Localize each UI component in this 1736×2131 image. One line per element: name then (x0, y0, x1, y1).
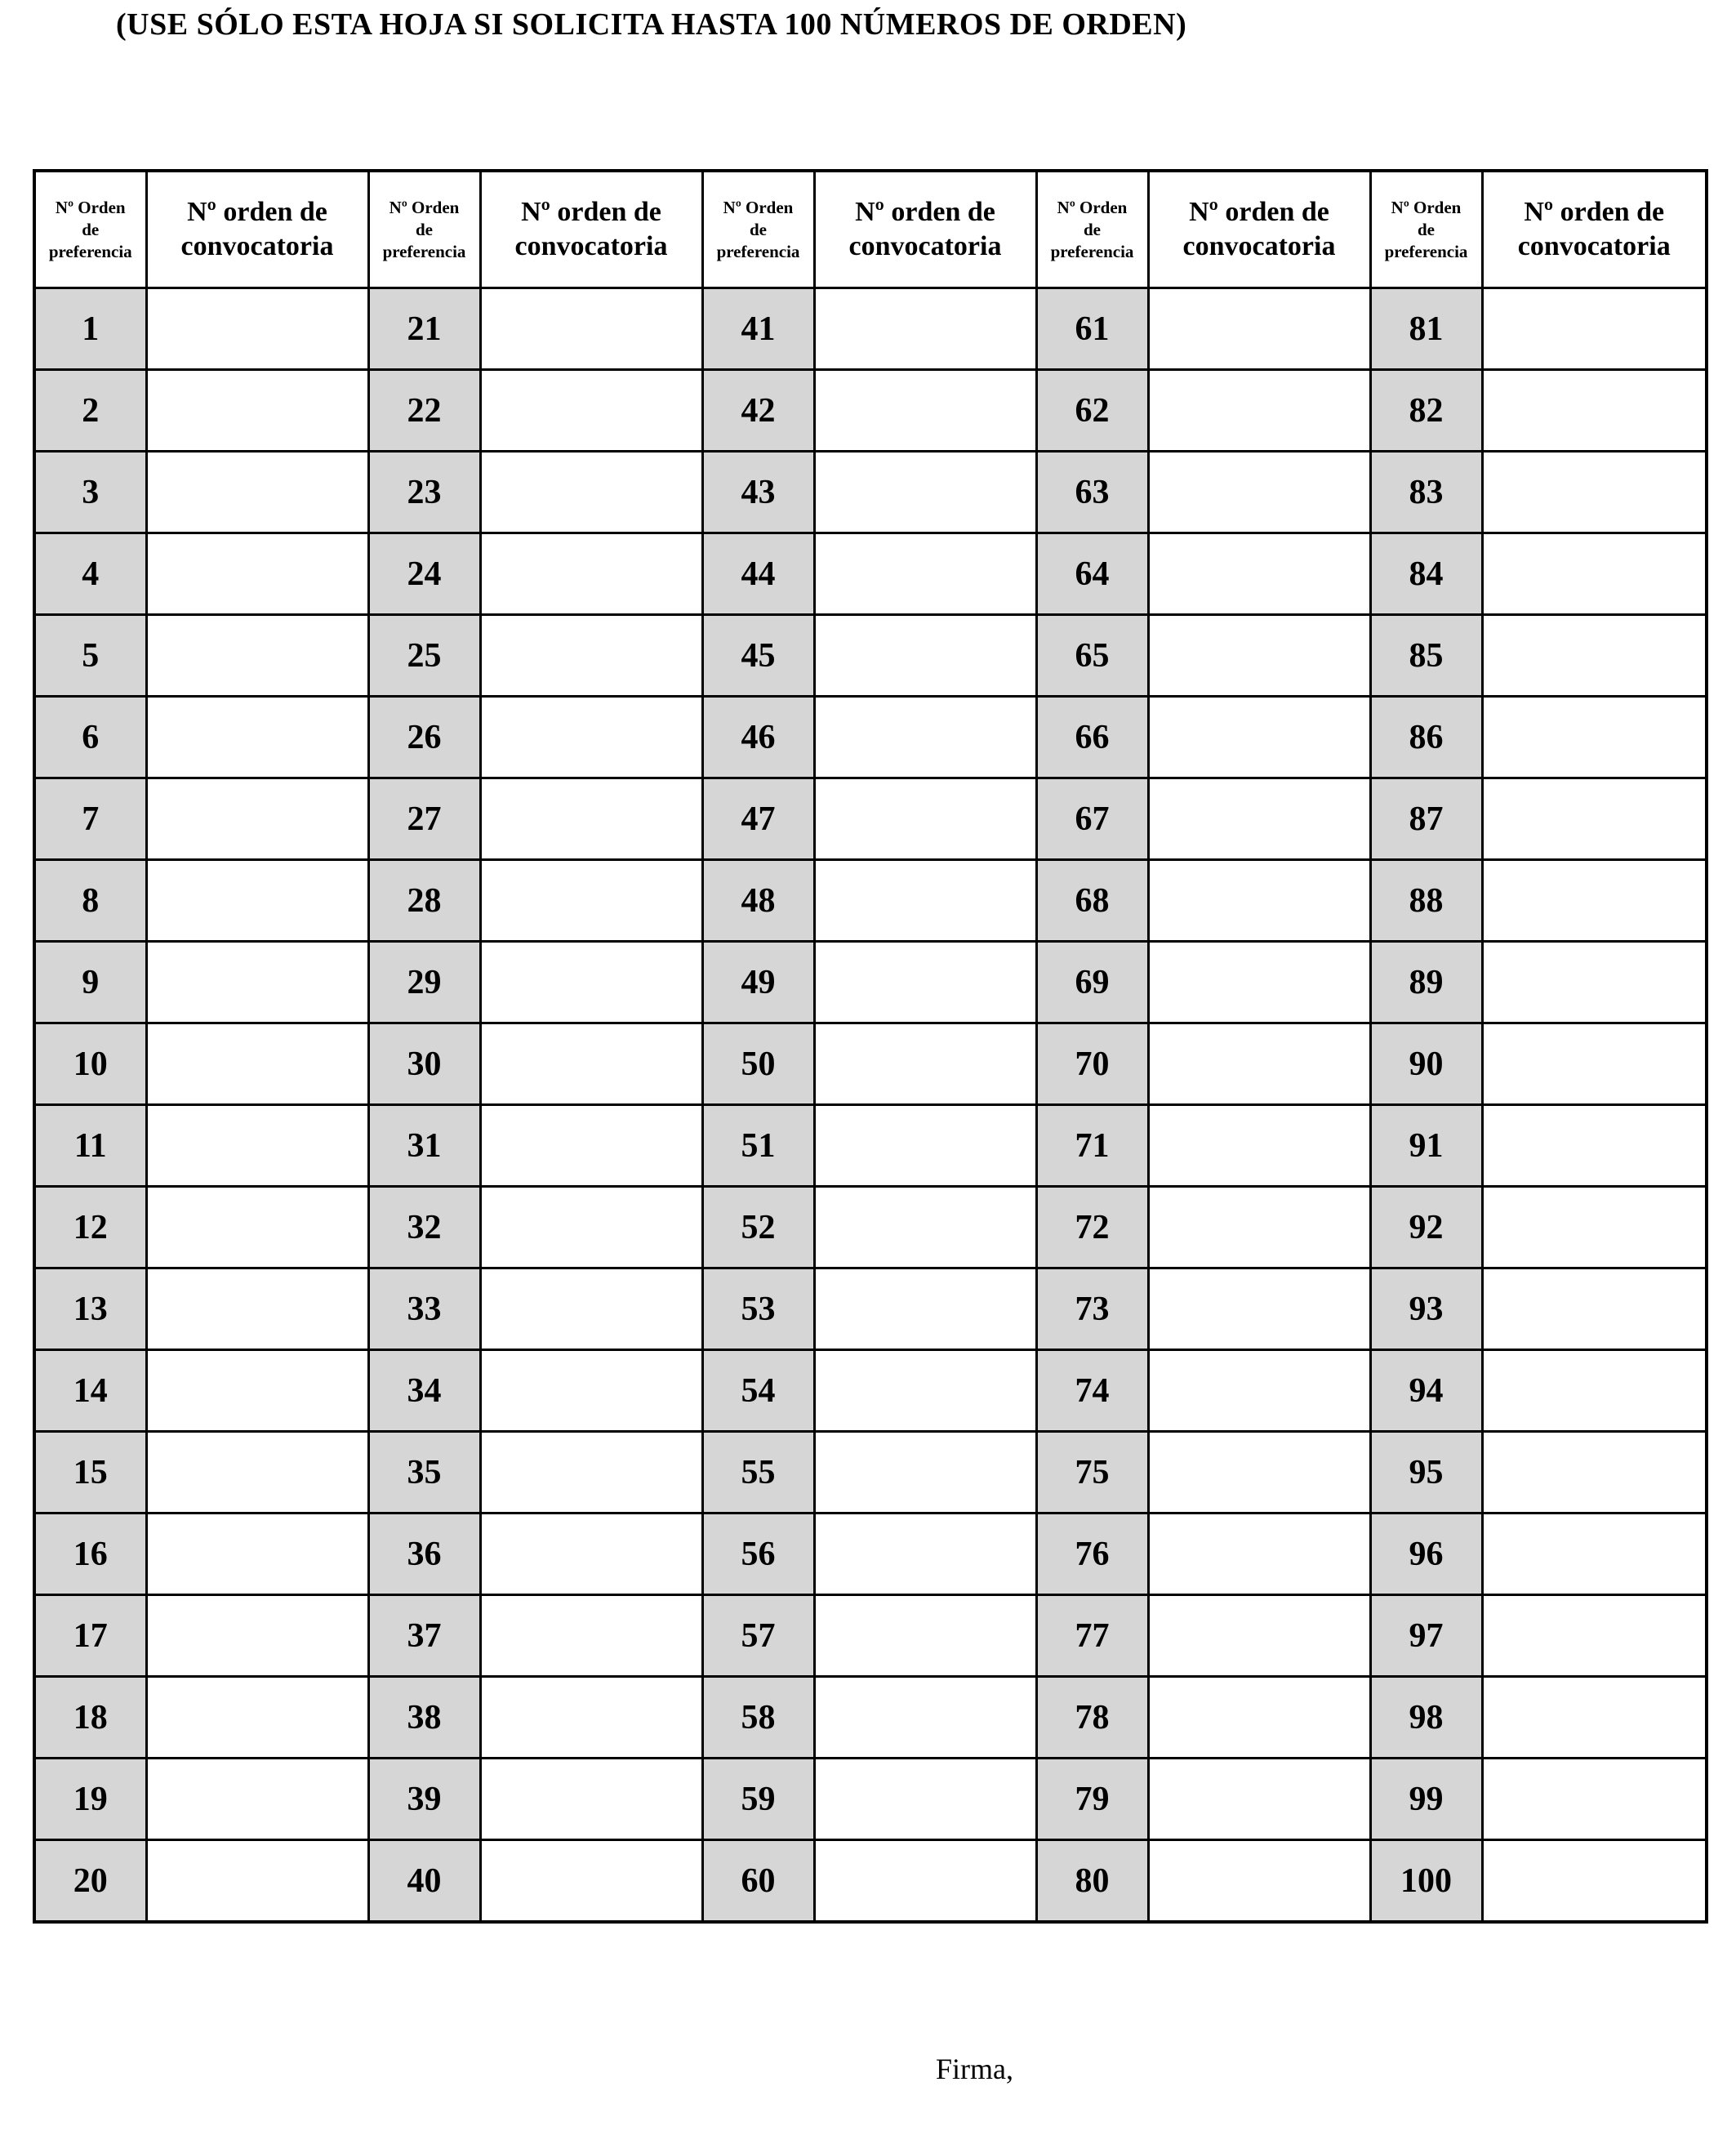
table-row (34, 1187, 1707, 1268)
preference-number-cell: 45 (702, 615, 814, 697)
preference-number-cell: 53 (702, 1268, 814, 1350)
convocatoria-entry-cell[interactable] (814, 1023, 1036, 1105)
convocatoria-entry-cell[interactable] (814, 942, 1036, 1023)
convocatoria-entry-cell[interactable] (146, 1514, 368, 1595)
preference-number-cell: 81 (1370, 288, 1482, 370)
preference-number-cell: 77 (1036, 1595, 1148, 1677)
preference-number-cell: 93 (1370, 1268, 1482, 1350)
preference-number-cell: 58 (702, 1677, 814, 1759)
preference-number-cell: 83 (1370, 452, 1482, 533)
preference-number-cell: 74 (1036, 1350, 1148, 1432)
preference-number-cell: 41 (702, 288, 814, 370)
preference-number-cell: 38 (368, 1677, 480, 1759)
preference-number-cell: 51 (702, 1105, 814, 1187)
preference-number-cell: 100 (1370, 1840, 1482, 1923)
table-row (34, 942, 1707, 1023)
preference-number-cell: 82 (1370, 370, 1482, 452)
convocatoria-entry-cell[interactable] (146, 615, 368, 697)
preference-number-cell: 76 (1036, 1514, 1148, 1595)
convocatoria-entry-cell[interactable] (1482, 1677, 1707, 1759)
convocatoria-entry-cell[interactable] (1482, 370, 1707, 452)
convocatoria-entry-cell[interactable] (1482, 288, 1707, 370)
preference-number-cell: 88 (1370, 860, 1482, 942)
table-row (34, 778, 1707, 860)
convocatoria-entry-cell[interactable] (480, 860, 702, 942)
convocatoria-entry-cell[interactable] (1148, 942, 1370, 1023)
preference-number-cell: 42 (702, 370, 814, 452)
convocatoria-entry-cell[interactable] (814, 1187, 1036, 1268)
table-row (34, 860, 1707, 942)
preference-number-cell: 66 (1036, 697, 1148, 778)
convocatoria-entry-cell[interactable] (814, 1105, 1036, 1187)
page-title: (USE SÓLO ESTA HOJA SI SOLICITA HASTA 100 NÚMEROS DE ORDEN) (116, 7, 1187, 42)
preference-number-cell: 69 (1036, 942, 1148, 1023)
table-row (34, 615, 1707, 697)
column-header-convocatoria-order: Nº orden de convocatoria (1148, 171, 1370, 288)
preference-number-cell: 54 (702, 1350, 814, 1432)
convocatoria-entry-cell[interactable] (146, 1187, 368, 1268)
column-header-preference-order: Nº Orden de preferencia (34, 171, 146, 288)
preference-number-cell: 31 (368, 1105, 480, 1187)
column-header-preference-order: Nº Orden de preferencia (702, 171, 814, 288)
convocatoria-entry-cell[interactable] (1482, 1595, 1707, 1677)
convocatoria-entry-cell[interactable] (1148, 1105, 1370, 1187)
convocatoria-entry-cell[interactable] (814, 860, 1036, 942)
table-row (34, 697, 1707, 778)
convocatoria-entry-cell[interactable] (1148, 1677, 1370, 1759)
convocatoria-entry-cell[interactable] (146, 1350, 368, 1432)
preference-number-cell: 60 (702, 1840, 814, 1923)
table-row (34, 1514, 1707, 1595)
convocatoria-entry-cell[interactable] (146, 1840, 368, 1923)
preference-number-cell: 79 (1036, 1759, 1148, 1840)
convocatoria-entry-cell[interactable] (1482, 1268, 1707, 1350)
preference-number-cell: 21 (368, 288, 480, 370)
convocatoria-entry-cell[interactable] (1148, 778, 1370, 860)
preference-number-cell: 50 (702, 1023, 814, 1105)
convocatoria-entry-cell[interactable] (146, 1268, 368, 1350)
convocatoria-entry-cell[interactable] (1482, 1432, 1707, 1514)
preference-number-cell: 85 (1370, 615, 1482, 697)
convocatoria-entry-cell[interactable] (1482, 615, 1707, 697)
convocatoria-entry-cell[interactable] (814, 1595, 1036, 1677)
preference-number-cell: 13 (34, 1268, 146, 1350)
convocatoria-entry-cell[interactable] (1482, 452, 1707, 533)
table-body (34, 288, 1707, 1923)
preference-number-cell: 52 (702, 1187, 814, 1268)
convocatoria-entry-cell[interactable] (1148, 1187, 1370, 1268)
table-row (34, 1350, 1707, 1432)
table-row (34, 1432, 1707, 1514)
convocatoria-entry-cell[interactable] (1148, 533, 1370, 615)
convocatoria-entry-cell[interactable] (814, 1514, 1036, 1595)
preference-number-cell: 63 (1036, 452, 1148, 533)
convocatoria-entry-cell[interactable] (480, 288, 702, 370)
convocatoria-entry-cell[interactable] (1148, 1514, 1370, 1595)
preference-number-cell: 9 (34, 942, 146, 1023)
preference-number-cell: 56 (702, 1514, 814, 1595)
convocatoria-entry-cell[interactable] (1482, 1759, 1707, 1840)
preference-number-cell: 94 (1370, 1350, 1482, 1432)
preference-number-cell: 7 (34, 778, 146, 860)
table-row (34, 452, 1707, 533)
preference-number-cell: 89 (1370, 942, 1482, 1023)
convocatoria-entry-cell[interactable] (814, 1268, 1036, 1350)
preference-number-cell: 36 (368, 1514, 480, 1595)
convocatoria-entry-cell[interactable] (146, 860, 368, 942)
convocatoria-entry-cell[interactable] (480, 1514, 702, 1595)
convocatoria-entry-cell[interactable] (146, 1023, 368, 1105)
preference-number-cell: 33 (368, 1268, 480, 1350)
convocatoria-entry-cell[interactable] (814, 1350, 1036, 1432)
preference-number-cell: 8 (34, 860, 146, 942)
column-header-preference-order: Nº Orden de preferencia (368, 171, 480, 288)
column-header-convocatoria-order: Nº orden de convocatoria (814, 171, 1036, 288)
column-header-convocatoria-order: Nº orden de convocatoria (1482, 171, 1707, 288)
convocatoria-entry-cell[interactable] (1148, 1268, 1370, 1350)
preference-number-cell: 98 (1370, 1677, 1482, 1759)
convocatoria-entry-cell[interactable] (1148, 860, 1370, 942)
preference-number-cell: 15 (34, 1432, 146, 1514)
preference-number-cell: 10 (34, 1023, 146, 1105)
convocatoria-entry-cell[interactable] (1482, 860, 1707, 942)
preference-number-cell: 34 (368, 1350, 480, 1432)
table-row (34, 288, 1707, 370)
convocatoria-entry-cell[interactable] (480, 1023, 702, 1105)
preference-number-cell: 17 (34, 1595, 146, 1677)
convocatoria-entry-cell[interactable] (146, 1432, 368, 1514)
table-row (34, 1105, 1707, 1187)
preference-number-cell: 57 (702, 1595, 814, 1677)
preference-number-cell: 30 (368, 1023, 480, 1105)
preference-number-cell: 97 (1370, 1595, 1482, 1677)
preference-number-cell: 46 (702, 697, 814, 778)
convocatoria-entry-cell[interactable] (1482, 942, 1707, 1023)
preference-number-cell: 84 (1370, 533, 1482, 615)
table-row (34, 370, 1707, 452)
convocatoria-entry-cell[interactable] (480, 1759, 702, 1840)
preference-number-cell: 27 (368, 778, 480, 860)
convocatoria-entry-cell[interactable] (1482, 778, 1707, 860)
convocatoria-entry-cell[interactable] (146, 778, 368, 860)
preference-number-cell: 29 (368, 942, 480, 1023)
convocatoria-entry-cell[interactable] (480, 615, 702, 697)
column-header-convocatoria-order: Nº orden de convocatoria (146, 171, 368, 288)
convocatoria-entry-cell[interactable] (1148, 615, 1370, 697)
preference-number-cell: 61 (1036, 288, 1148, 370)
convocatoria-entry-cell[interactable] (146, 1677, 368, 1759)
preference-number-cell: 70 (1036, 1023, 1148, 1105)
convocatoria-entry-cell[interactable] (1482, 533, 1707, 615)
preference-number-cell: 92 (1370, 1187, 1482, 1268)
convocatoria-entry-cell[interactable] (480, 942, 702, 1023)
convocatoria-entry-cell[interactable] (146, 288, 368, 370)
convocatoria-entry-cell[interactable] (480, 1268, 702, 1350)
preference-number-cell: 22 (368, 370, 480, 452)
convocatoria-entry-cell[interactable] (480, 1105, 702, 1187)
convocatoria-entry-cell[interactable] (480, 1677, 702, 1759)
convocatoria-entry-cell[interactable] (480, 1840, 702, 1923)
convocatoria-entry-cell[interactable] (1482, 1187, 1707, 1268)
convocatoria-entry-cell[interactable] (146, 1105, 368, 1187)
preference-number-cell: 68 (1036, 860, 1148, 942)
preference-number-cell: 4 (34, 533, 146, 615)
preference-number-cell: 91 (1370, 1105, 1482, 1187)
convocatoria-entry-cell[interactable] (480, 1187, 702, 1268)
preference-number-cell: 1 (34, 288, 146, 370)
convocatoria-entry-cell[interactable] (814, 533, 1036, 615)
convocatoria-entry-cell[interactable] (1148, 370, 1370, 452)
convocatoria-entry-cell[interactable] (1148, 697, 1370, 778)
preference-number-cell: 47 (702, 778, 814, 860)
convocatoria-entry-cell[interactable] (814, 1840, 1036, 1923)
preference-number-cell: 12 (34, 1187, 146, 1268)
preference-number-cell: 64 (1036, 533, 1148, 615)
preference-number-cell: 99 (1370, 1759, 1482, 1840)
preference-number-cell: 11 (34, 1105, 146, 1187)
convocatoria-entry-cell[interactable] (146, 697, 368, 778)
preference-number-cell: 78 (1036, 1677, 1148, 1759)
convocatoria-entry-cell[interactable] (1482, 1840, 1707, 1923)
preference-number-cell: 67 (1036, 778, 1148, 860)
convocatoria-entry-cell[interactable] (480, 1595, 702, 1677)
preference-number-cell: 14 (34, 1350, 146, 1432)
preference-number-cell: 86 (1370, 697, 1482, 778)
convocatoria-entry-cell[interactable] (1482, 1023, 1707, 1105)
preference-number-cell: 59 (702, 1759, 814, 1840)
convocatoria-entry-cell[interactable] (480, 452, 702, 533)
convocatoria-entry-cell[interactable] (480, 1432, 702, 1514)
convocatoria-entry-cell[interactable] (1148, 1432, 1370, 1514)
convocatoria-entry-cell[interactable] (1148, 1023, 1370, 1105)
table-header-row (34, 171, 1707, 288)
preference-number-cell: 90 (1370, 1023, 1482, 1105)
preference-number-cell: 35 (368, 1432, 480, 1514)
preference-number-cell: 6 (34, 697, 146, 778)
convocatoria-entry-cell[interactable] (480, 1350, 702, 1432)
preference-number-cell: 37 (368, 1595, 480, 1677)
convocatoria-entry-cell[interactable] (814, 1677, 1036, 1759)
preference-number-cell: 43 (702, 452, 814, 533)
convocatoria-entry-cell[interactable] (814, 1432, 1036, 1514)
preference-number-cell: 23 (368, 452, 480, 533)
convocatoria-entry-cell[interactable] (146, 1595, 368, 1677)
preference-number-cell: 39 (368, 1759, 480, 1840)
table-row (34, 1023, 1707, 1105)
preference-number-cell: 55 (702, 1432, 814, 1514)
table-row (34, 1595, 1707, 1677)
convocatoria-entry-cell[interactable] (1482, 1514, 1707, 1595)
preference-number-cell: 96 (1370, 1514, 1482, 1595)
preference-number-cell: 40 (368, 1840, 480, 1923)
preference-number-cell: 26 (368, 697, 480, 778)
convocatoria-entry-cell[interactable] (1482, 1105, 1707, 1187)
signature-label: Firma, (936, 2053, 1013, 2085)
convocatoria-entry-cell[interactable] (146, 370, 368, 452)
preference-number-cell: 25 (368, 615, 480, 697)
convocatoria-entry-cell[interactable] (1148, 452, 1370, 533)
convocatoria-entry-cell[interactable] (814, 288, 1036, 370)
preference-number-cell: 20 (34, 1840, 146, 1923)
preference-number-cell: 87 (1370, 778, 1482, 860)
convocatoria-entry-cell[interactable] (1482, 697, 1707, 778)
table-row (34, 1677, 1707, 1759)
preference-number-cell: 32 (368, 1187, 480, 1268)
preference-order-table (33, 169, 1708, 1924)
preference-number-cell: 73 (1036, 1268, 1148, 1350)
column-header-preference-order: Nº Orden de preferencia (1036, 171, 1148, 288)
convocatoria-entry-cell[interactable] (1148, 1350, 1370, 1432)
convocatoria-entry-cell[interactable] (1148, 1595, 1370, 1677)
preference-number-cell: 24 (368, 533, 480, 615)
convocatoria-entry-cell[interactable] (814, 615, 1036, 697)
convocatoria-entry-cell[interactable] (146, 452, 368, 533)
convocatoria-entry-cell[interactable] (146, 533, 368, 615)
table-row (34, 533, 1707, 615)
preference-number-cell: 80 (1036, 1840, 1148, 1923)
convocatoria-entry-cell[interactable] (814, 452, 1036, 533)
preference-number-cell: 48 (702, 860, 814, 942)
convocatoria-entry-cell[interactable] (814, 1759, 1036, 1840)
convocatoria-entry-cell[interactable] (480, 778, 702, 860)
convocatoria-entry-cell[interactable] (146, 1759, 368, 1840)
table-row (34, 1268, 1707, 1350)
convocatoria-entry-cell[interactable] (146, 942, 368, 1023)
convocatoria-entry-cell[interactable] (814, 697, 1036, 778)
table-row (34, 1840, 1707, 1923)
preference-number-cell: 5 (34, 615, 146, 697)
preference-number-cell: 3 (34, 452, 146, 533)
table-row (34, 1759, 1707, 1840)
preference-number-cell: 19 (34, 1759, 146, 1840)
preference-number-cell: 71 (1036, 1105, 1148, 1187)
preference-number-cell: 28 (368, 860, 480, 942)
convocatoria-entry-cell[interactable] (480, 697, 702, 778)
convocatoria-entry-cell[interactable] (480, 370, 702, 452)
preference-number-cell: 49 (702, 942, 814, 1023)
convocatoria-entry-cell[interactable] (1148, 1840, 1370, 1923)
convocatoria-entry-cell[interactable] (1482, 1350, 1707, 1432)
convocatoria-entry-cell[interactable] (480, 533, 702, 615)
preference-number-cell: 72 (1036, 1187, 1148, 1268)
column-header-preference-order: Nº Orden de preferencia (1370, 171, 1482, 288)
convocatoria-entry-cell[interactable] (1148, 1759, 1370, 1840)
preference-number-cell: 44 (702, 533, 814, 615)
preference-number-cell: 16 (34, 1514, 146, 1595)
preference-number-cell: 18 (34, 1677, 146, 1759)
convocatoria-entry-cell[interactable] (814, 778, 1036, 860)
column-header-convocatoria-order: Nº orden de convocatoria (480, 171, 702, 288)
preference-number-cell: 95 (1370, 1432, 1482, 1514)
preference-number-cell: 65 (1036, 615, 1148, 697)
convocatoria-entry-cell[interactable] (814, 370, 1036, 452)
preference-number-cell: 2 (34, 370, 146, 452)
convocatoria-entry-cell[interactable] (1148, 288, 1370, 370)
preference-number-cell: 75 (1036, 1432, 1148, 1514)
preference-number-cell: 62 (1036, 370, 1148, 452)
